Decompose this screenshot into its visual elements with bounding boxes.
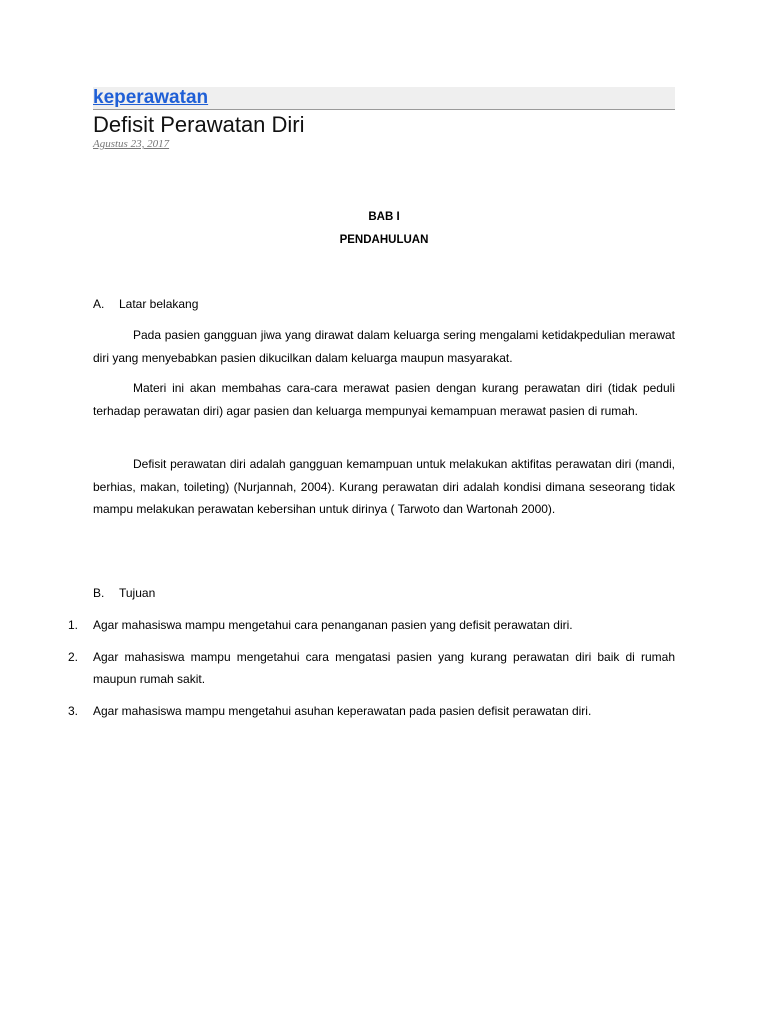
list-item [68,646,675,691]
section-b-letter: B. [93,586,105,600]
section-a-title: Latar belakang [119,297,199,311]
post-date-link[interactable]: Agustus 23, 2017 [93,138,170,150]
list-item [68,614,675,637]
list-text: Agar mahasiswa mampu mengetahui cara mengatasi pasien yang kurang perawatan diri baik di rumah maupun rumah sakit. [93,649,675,686]
tujuan-list [68,614,675,722]
section-a-letter: A. [93,297,105,311]
chapter-number: BAB I [368,211,400,223]
section-a-paragraph-1: Pada pasien gangguan jiwa yang dirawat dalam keluarga sering mengalami ketidakpedulian merawat diri yang menyebabkan pasien dikucilkan dalam keluarga maupun masyarakat. [93,328,675,365]
list-number: 2. [68,649,79,664]
section-b-heading [93,586,155,600]
section-a-paragraph-2: Materi ini akan membahas cara-cara merawat pasien dengan kurang perawatan diri (tidak peduli terhadap perawatan diri) agar pasien dan keluarga mempunyai kemampuan merawat pasien di rumah. [93,381,675,418]
post-title: Defisit Perawatan Diri [93,112,305,137]
list-item [68,700,675,723]
chapter-title: PENDAHULUAN [339,234,429,246]
list-number: 3. [68,703,79,718]
section-a-heading [93,297,198,311]
section-b-title: Tujuan [119,586,156,600]
list-text: Agar mahasiswa mampu mengetahui asuhan keperawatan pada pasien defisit perawatan diri. [93,703,592,718]
list-text: Agar mahasiswa mampu mengetahui cara penanganan pasien yang defisit perawatan diri. [93,618,573,632]
section-a-paragraph-3: Defisit perawatan diri adalah gangguan kemampuan untuk melakukan aktifitas perawatan diri (mandi, berhias, makan, toileting) (Nurjannah, 2004). Kurang perawatan diri adalah kondisi dimana seseorang tidak mampu melakukan perawatan kebersihan untuk dirinya ( Tarwoto dan Wartonah 2000). [93,457,675,516]
list-number: 1. [68,618,79,632]
blog-name-link[interactable]: keperawatan [93,87,209,108]
